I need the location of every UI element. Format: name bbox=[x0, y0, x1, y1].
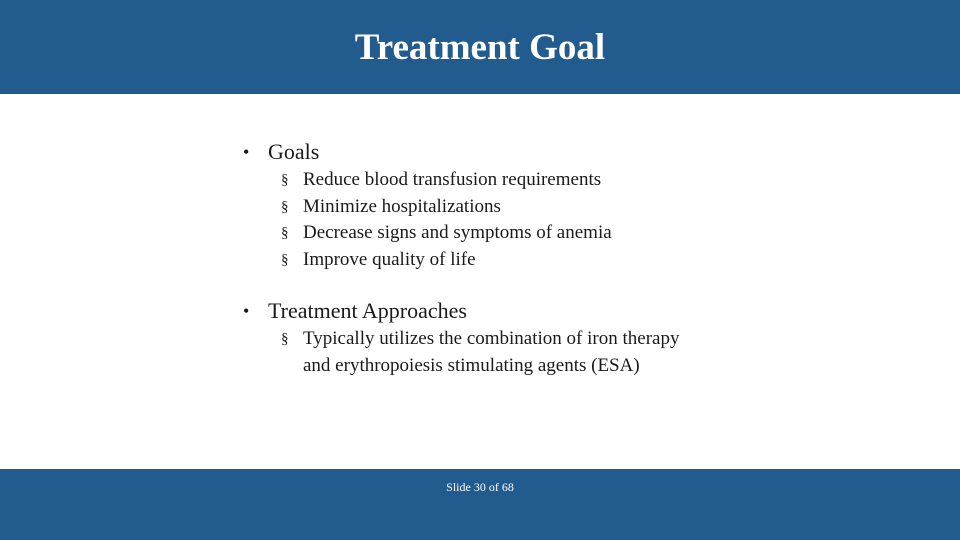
list-item bbox=[243, 167, 803, 194]
slide-body bbox=[243, 138, 803, 379]
square-bullet-icon: § bbox=[281, 225, 289, 241]
list-item-text: Typically utilizes the combination of iron therapy bbox=[303, 328, 680, 349]
list-item-text: Decrease signs and symptoms of anemia bbox=[303, 222, 612, 243]
round-bullet-icon: • bbox=[243, 142, 250, 162]
list-item-text: Improve quality of life bbox=[303, 248, 476, 270]
square-bullet-icon: § bbox=[281, 331, 289, 347]
list-item-text: Reduce blood transfusion requirements bbox=[303, 169, 602, 190]
list-item-text: Minimize hospitalizations bbox=[303, 195, 501, 217]
list-item-continuation bbox=[243, 353, 803, 380]
list-item-text: and erythropoiesis stimulating agents (ESA) bbox=[303, 354, 640, 376]
round-bullet-icon: • bbox=[243, 301, 250, 321]
list-item bbox=[243, 326, 803, 353]
section-heading-label: Treatment Approaches bbox=[268, 298, 467, 323]
square-bullet-icon: § bbox=[281, 172, 289, 188]
approaches-list bbox=[243, 326, 803, 379]
list-item bbox=[243, 247, 803, 274]
section-heading-goals bbox=[243, 138, 803, 166]
square-bullet-icon: § bbox=[281, 198, 289, 215]
section-heading-treatment-approaches bbox=[243, 297, 803, 325]
square-bullet-icon: § bbox=[281, 251, 289, 268]
slide-title: Treatment Goal bbox=[354, 27, 606, 68]
list-item bbox=[243, 220, 803, 247]
slide-number: Slide 30 of 68 bbox=[446, 480, 514, 494]
goals-list bbox=[243, 167, 803, 273]
list-item bbox=[243, 194, 803, 221]
section-heading-label: Goals bbox=[268, 139, 320, 164]
